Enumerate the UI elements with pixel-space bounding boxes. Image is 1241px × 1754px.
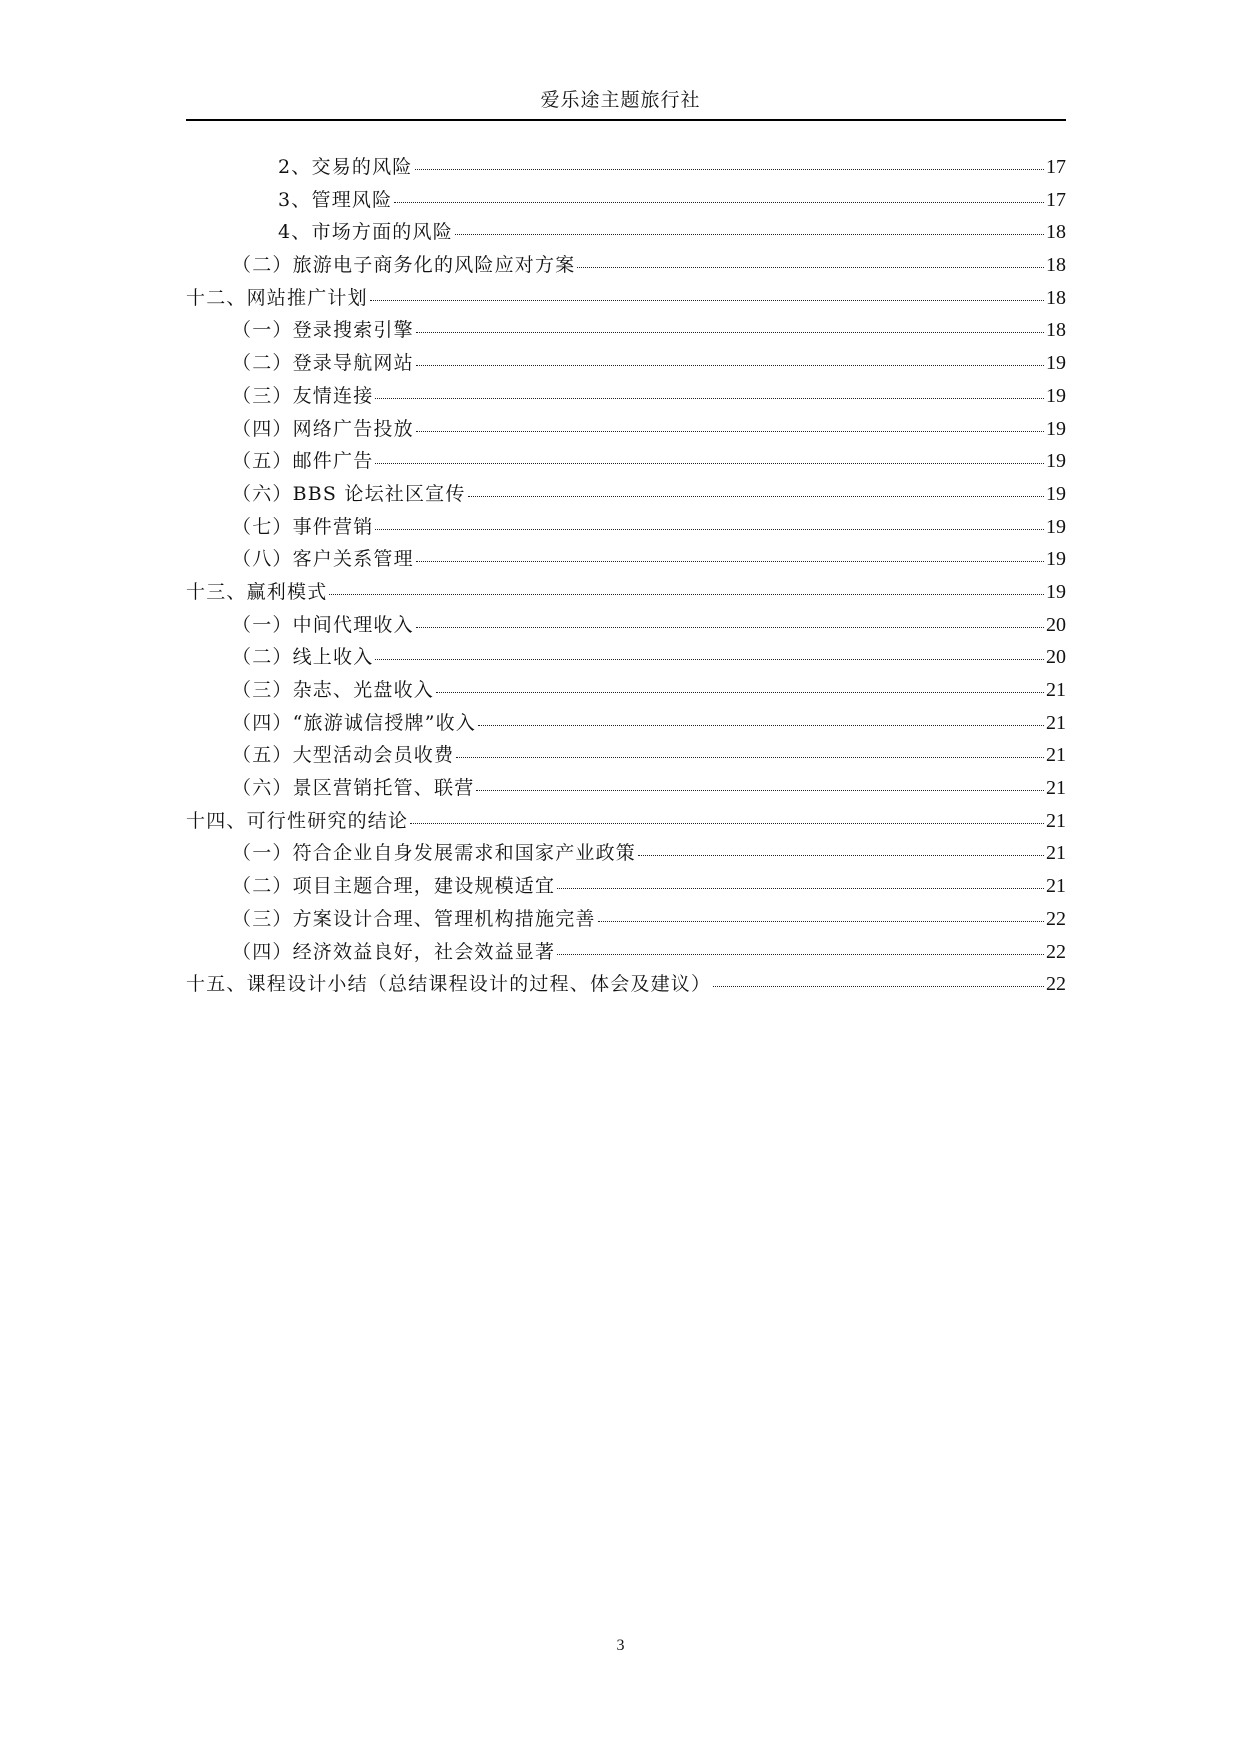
toc-entry-page-number: 19 xyxy=(1046,450,1066,473)
toc-entry[interactable] xyxy=(186,576,1066,609)
toc-entry[interactable] xyxy=(186,413,1066,446)
toc-entry-label: （六）BBS 论坛社区宣传 xyxy=(232,482,466,505)
toc-entry-page-number: 19 xyxy=(1046,352,1066,375)
toc-dot-leader xyxy=(436,691,1044,693)
toc-entry[interactable] xyxy=(186,347,1066,380)
toc-entry[interactable] xyxy=(186,641,1066,674)
toc-entry-page-number: 22 xyxy=(1046,940,1066,963)
toc-entry-page-number: 17 xyxy=(1046,156,1066,178)
toc-entry-label: （三）方案设计合理、管理机构措施完善 xyxy=(232,907,596,930)
toc-entry-page-number: 21 xyxy=(1046,744,1066,767)
toc-entry[interactable] xyxy=(186,543,1066,576)
toc-entry[interactable] xyxy=(186,870,1066,903)
toc-entry-page-number: 21 xyxy=(1046,842,1066,865)
toc-entry-label: （二）旅游电子商务化的风险应对方案 xyxy=(232,254,576,277)
toc-entry-label: （一）符合企业自身发展需求和国家产业政策 xyxy=(232,842,637,865)
toc-dot-leader xyxy=(410,822,1044,824)
toc-entry[interactable] xyxy=(186,216,1066,249)
toc-entry[interactable] xyxy=(186,968,1066,1001)
toc-dot-leader xyxy=(456,756,1044,758)
toc-entry-page-number: 17 xyxy=(1046,188,1066,211)
toc-entry[interactable] xyxy=(186,314,1066,347)
toc-dot-leader xyxy=(370,299,1044,301)
toc-entry-label: （一）登录搜索引擎 xyxy=(232,319,414,342)
toc-entry-label: （一）中间代理收入 xyxy=(232,613,414,636)
toc-entry-label: 十三、赢利模式 xyxy=(186,580,328,603)
toc-entry-label: （四）经济效益良好，社会效益显著 xyxy=(232,940,556,963)
toc-dot-leader xyxy=(557,953,1044,955)
toc-entry-label: 十四、可行性研究的结论 xyxy=(186,809,409,832)
toc-entry[interactable] xyxy=(186,609,1066,642)
toc-entry-page-number: 19 xyxy=(1046,417,1066,440)
toc-entry-label: 2、交易的风险 xyxy=(278,156,413,178)
toc-dot-leader xyxy=(468,495,1044,497)
toc-entry[interactable] xyxy=(186,936,1066,969)
toc-entry-page-number: 21 xyxy=(1046,711,1066,734)
toc-entry-label: （三）友情连接 xyxy=(232,384,374,407)
toc-entry[interactable] xyxy=(186,249,1066,282)
toc-dot-leader xyxy=(416,331,1044,333)
toc-entry-page-number: 19 xyxy=(1046,548,1066,571)
toc-entry-label: 十二、网站推广计划 xyxy=(186,286,368,309)
toc-dot-leader xyxy=(416,626,1044,628)
toc-dot-leader xyxy=(416,560,1044,562)
toc-entry[interactable] xyxy=(186,445,1066,478)
toc-entry-label: 十五、课程设计小结（总结课程设计的过程、体会及建议） xyxy=(186,973,712,996)
toc-dot-leader xyxy=(638,854,1044,856)
header-divider xyxy=(186,119,1066,121)
page-header-title: 爱乐途主题旅行社 xyxy=(540,89,701,111)
toc-entry-label: （二）线上收入 xyxy=(232,646,374,669)
toc-dot-leader xyxy=(416,364,1044,366)
toc-entry-label: （二）登录导航网站 xyxy=(232,352,414,375)
toc-entry-page-number: 18 xyxy=(1046,254,1066,277)
toc-dot-leader xyxy=(394,201,1044,203)
toc-entry[interactable] xyxy=(186,903,1066,936)
toc-entry-page-number: 21 xyxy=(1046,679,1066,701)
toc-dot-leader xyxy=(598,920,1044,922)
toc-dot-leader xyxy=(329,593,1044,595)
toc-entry-page-number: 21 xyxy=(1046,809,1066,832)
toc-entry[interactable] xyxy=(186,151,1066,184)
toc-entry-label: 4、市场方面的风险 xyxy=(278,221,453,244)
toc-entry-page-number: 22 xyxy=(1046,973,1066,996)
toc-entry-page-number: 19 xyxy=(1046,482,1066,505)
toc-entry-page-number: 21 xyxy=(1046,875,1066,898)
toc-entry-label: （四）网络广告投放 xyxy=(232,417,414,440)
toc-entry[interactable] xyxy=(186,282,1066,315)
toc-entry[interactable] xyxy=(186,837,1066,870)
toc-dot-leader xyxy=(375,658,1044,660)
toc-entry-page-number: 19 xyxy=(1046,515,1066,538)
toc-entry-label: 3、管理风险 xyxy=(278,188,393,211)
toc-entry-page-number: 19 xyxy=(1046,580,1066,603)
toc-entry-label: （八）客户关系管理 xyxy=(232,548,414,571)
toc-entry-page-number: 21 xyxy=(1046,777,1066,800)
toc-entry[interactable] xyxy=(186,478,1066,511)
toc-dot-leader xyxy=(455,233,1044,235)
toc-dot-leader xyxy=(577,266,1044,268)
toc-entry-page-number: 20 xyxy=(1046,613,1066,636)
toc-entry-page-number: 19 xyxy=(1046,384,1066,407)
table-of-contents xyxy=(186,151,1066,1001)
toc-dot-leader xyxy=(375,397,1044,399)
toc-entry[interactable] xyxy=(186,739,1066,772)
toc-entry-page-number: 18 xyxy=(1046,221,1066,244)
toc-dot-leader xyxy=(375,528,1044,530)
toc-entry-label: （二）项目主题合理，建设规模适宜 xyxy=(232,875,556,898)
toc-entry-label: （五）大型活动会员收费 xyxy=(232,744,455,767)
toc-entry[interactable] xyxy=(186,674,1066,707)
toc-entry-label: （五）邮件广告 xyxy=(232,450,374,473)
toc-entry-page-number: 18 xyxy=(1046,319,1066,342)
toc-dot-leader xyxy=(713,985,1044,987)
toc-dot-leader xyxy=(375,462,1044,464)
toc-dot-leader xyxy=(557,887,1044,889)
toc-entry[interactable] xyxy=(186,380,1066,413)
toc-entry-label: （三）杂志、光盘收入 xyxy=(232,679,435,701)
toc-dot-leader xyxy=(416,430,1044,432)
toc-entry-page-number: 18 xyxy=(1046,286,1066,309)
toc-entry-label: （六）景区营销托管、联营 xyxy=(232,777,475,800)
toc-entry-label: （四）“旅游诚信授牌”收入 xyxy=(232,711,477,734)
toc-entry[interactable] xyxy=(186,772,1066,805)
toc-entry[interactable] xyxy=(186,805,1066,838)
toc-entry-label: （七）事件营销 xyxy=(232,515,374,538)
page-number: 3 xyxy=(616,1637,625,1654)
toc-entry[interactable] xyxy=(186,511,1066,544)
toc-entry-page-number: 20 xyxy=(1046,646,1066,669)
toc-entry[interactable] xyxy=(186,184,1066,217)
toc-dot-leader xyxy=(478,724,1044,726)
toc-entry-page-number: 22 xyxy=(1046,907,1066,930)
toc-entry[interactable] xyxy=(186,707,1066,740)
toc-dot-leader xyxy=(476,789,1044,791)
toc-dot-leader xyxy=(415,168,1045,170)
